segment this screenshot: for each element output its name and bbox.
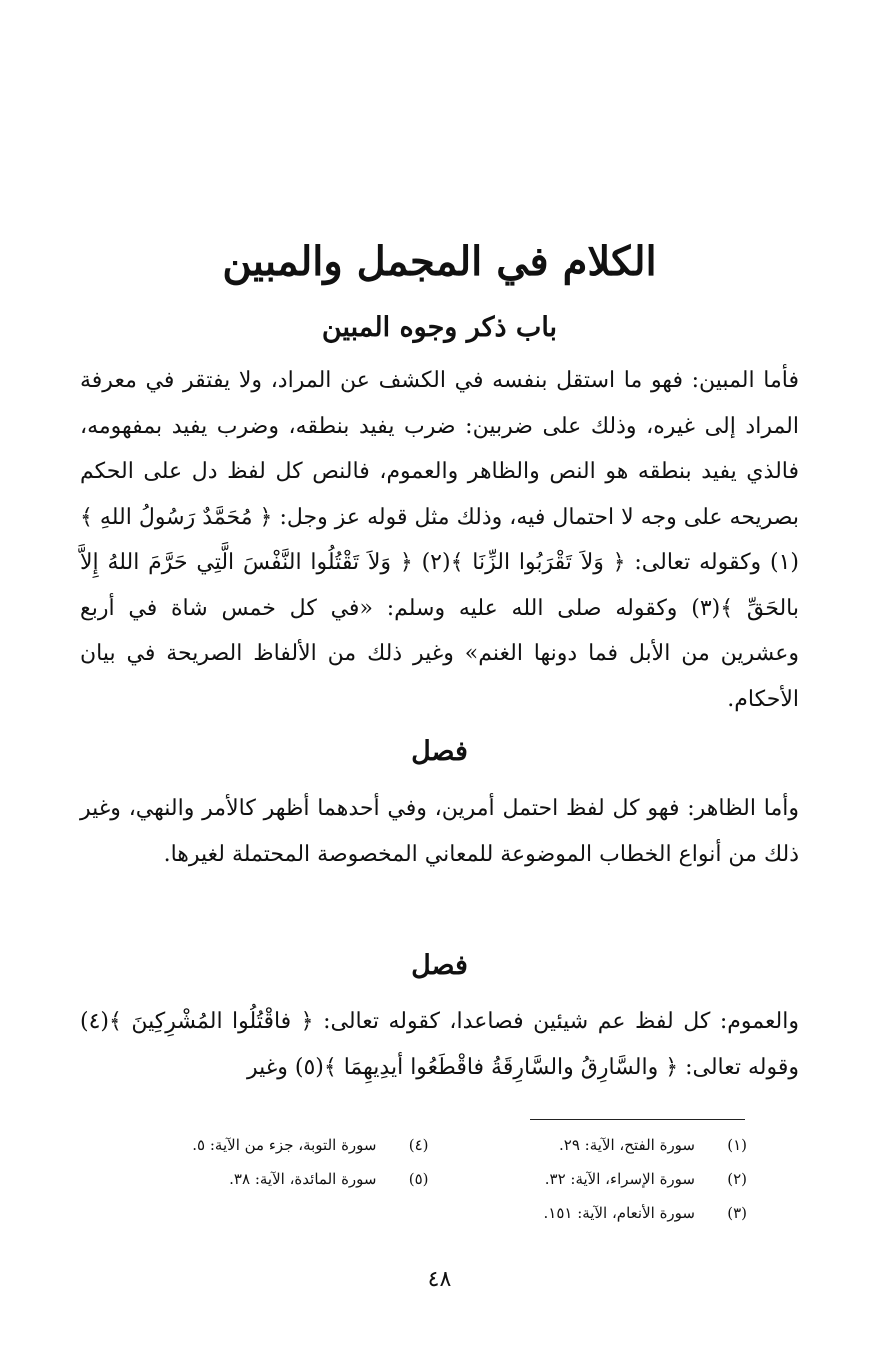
footnotes — [150, 1128, 747, 1230]
page-number: ٤٨ — [427, 1267, 452, 1292]
paragraph-zahir: وأما الظاهر: فهو كل لفظ احتمل أمرين، وفي أحدهما أظهر كالأمر والنهي، وغير ذلك من أنواع الخطاب الموضوعة للمعاني المخصوصة المحتملة لغيرها. — [80, 796, 799, 867]
footnote-number: (٢) — [727, 1170, 747, 1188]
footnotes-left-column — [150, 1128, 429, 1230]
paragraph-mubin: فأما المبين: فهو ما استقل بنفسه في الكشف عن المراد، ولا يفتقر في معرفة المراد إلى غيره، وذلك على ضربين: ضرب يفيد بنطقه، وضرب يفيد بمفهومه، فالذي يفيد بنطقه هو النص والظاهر والعموم، فالنص كل لفظ دل على الحكم بصريحه على وجه لا احتمال فيه، وذلك مثل قوله عز وجل: ﴿ مُحَمَّدٌ رَسُولُ اللهِ ﴾(١) وكقوله تعالى: ﴿ وَلاَ تَقْرَبُوا الزِّنَا ﴾(٢) ﴿ وَلاَ تَقْتُلُوا النَّفْسَ الَّتِي حَرَّمَ اللهُ إِلاَّ بالحَقِّ ﴾(٣) وكقوله صلى الله عليه وسلم: «في كل خمس شاة في أربع وعشرين من الأبل فما دونها الغنم» وغير ذلك من الألفاظ الصريحة في بيان الأحكام. — [80, 368, 800, 712]
section-subtitle: باب ذكر وجوه المبين — [321, 312, 558, 343]
footnote-text: سورة الفتح، الآية: ٢٩. — [559, 1136, 695, 1154]
footnote-item — [150, 1128, 429, 1162]
footnote-number: (٥) — [408, 1170, 429, 1188]
footnote-number: (٤) — [408, 1136, 429, 1154]
footnote-number: (١) — [727, 1136, 747, 1154]
footnote-text: سورة الإسراء، الآية: ٣٢. — [544, 1170, 695, 1188]
paragraph-umum: والعموم: كل لفظ عم شيئين فصاعدا، كقوله تعالى: ﴿ فاقْتُلُوا المُشْرِكِينَ ﴾(٤) وقوله تعالى: ﴿ والسَّارِقُ والسَّارِقَةُ فاقْطَعُوا أيدِيهِمَا ﴾(٥) وغير — [80, 1009, 799, 1080]
footnote-item — [469, 1162, 748, 1196]
section-heading-fasl-1: فصل — [411, 736, 468, 767]
footnote-text: سورة الأنعام، الآية: ١٥١. — [543, 1204, 695, 1222]
section-heading-fasl-2: فصل — [411, 950, 468, 981]
footnote-text: سورة التوبة، جزء من الآية: ٥. — [192, 1136, 377, 1154]
footnote-text: سورة المائدة، الآية: ٣٨. — [229, 1170, 377, 1188]
footnote-item — [469, 1196, 748, 1230]
chapter-title: الكلام في المجمل والمبين — [222, 238, 657, 285]
footnote-divider — [530, 1119, 745, 1120]
footnote-item — [150, 1162, 429, 1196]
footnote-item — [469, 1128, 748, 1162]
footnotes-right-column — [469, 1128, 748, 1230]
footnote-number: (٣) — [727, 1204, 747, 1222]
